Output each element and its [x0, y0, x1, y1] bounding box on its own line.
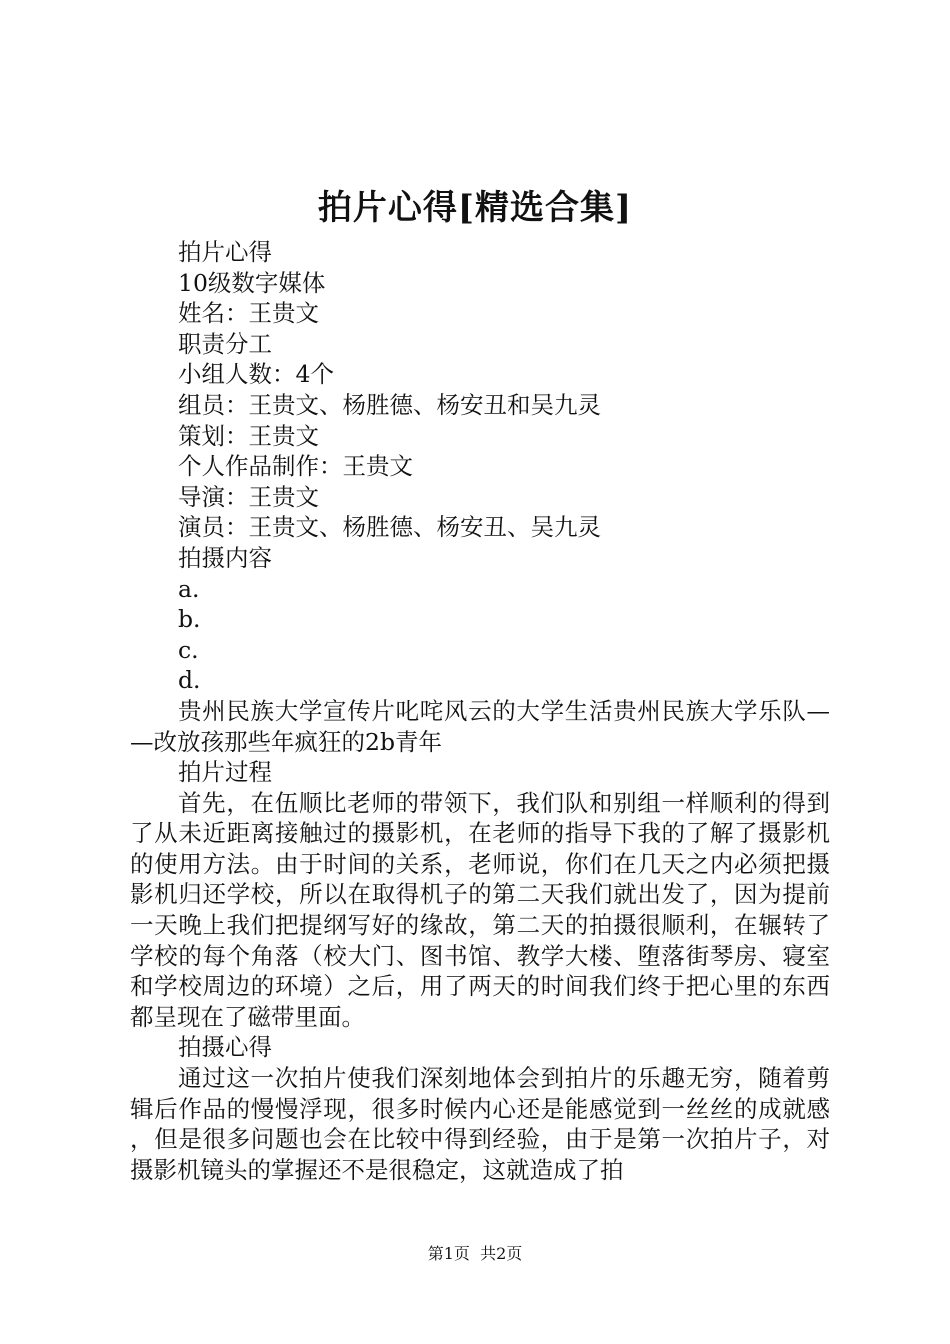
- group-size-line: 小组人数：4个: [178, 360, 334, 389]
- planner-line: 策划：王贵文: [178, 421, 319, 450]
- list-item-a: a.: [178, 574, 200, 603]
- section-heading-roles: 职责分工: [178, 329, 272, 358]
- class-line: 10级数字媒体: [178, 268, 326, 297]
- section-heading-insight: 拍摄心得: [178, 1033, 272, 1062]
- members-line: 组员：王贵文、杨胜德、杨安丑和吴九灵: [178, 390, 601, 419]
- name-line: 姓名：王贵文: [178, 299, 319, 328]
- content-paragraph: 贵州民族大学宣传片叱咤风云的大学生活贵州民族大学乐队——改放孩那些年疯狂的2b青年: [130, 696, 830, 756]
- page-footer: [0, 1243, 950, 1265]
- insight-paragraph: 通过这一次拍片使我们深刻地体会到拍片的乐趣无穷，随着剪辑后作品的慢慢浮现，很多时候内心还是能感觉到一丝丝的成就感，但是很多问题也会在比较中得到经验，由于是第一次拍片子，对摄影机镜头的掌握还不是很稳定，这就造成了拍: [130, 1064, 830, 1184]
- page-total: 共2页: [480, 1244, 523, 1263]
- list-item-b: b.: [178, 605, 201, 634]
- list-item-d: d.: [178, 666, 201, 695]
- document-body: [130, 237, 830, 1185]
- page-number: 第1页: [427, 1244, 470, 1263]
- section-heading-content: 拍摄内容: [178, 543, 272, 572]
- process-paragraph: 首先，在伍顺比老师的带领下，我们队和别组一样顺利的得到了从未近距离接触过的摄影机，在老师的指导下我的了解了摄影机的使用方法。由于时间的关系，老师说，你们在几天之内必须把摄影机归还学校，所以在取得机子的第二天我们就出发了，因为提前一天晚上我们把提纲写好的缘故，第二天的拍摄很顺利，在辗转了学校的每个角落（校大门、图书馆、教学大楼、堕落街琴房、寝室和学校周边的环境）之后，用了两天的时间我们终于把心里的东西都呈现在了磁带里面。: [130, 788, 830, 1031]
- list-item-c: c.: [178, 635, 199, 664]
- actors-line: 演员：王贵文、杨胜德、杨安丑、吴九灵: [178, 513, 601, 542]
- section-heading-process: 拍片过程: [178, 758, 272, 787]
- director-line: 导演：王贵文: [178, 482, 319, 511]
- producer-line: 个人作品制作：王贵文: [178, 452, 413, 481]
- subtitle-line: 拍片心得: [178, 238, 272, 266]
- document-title: 拍片心得[精选合集]: [317, 188, 633, 228]
